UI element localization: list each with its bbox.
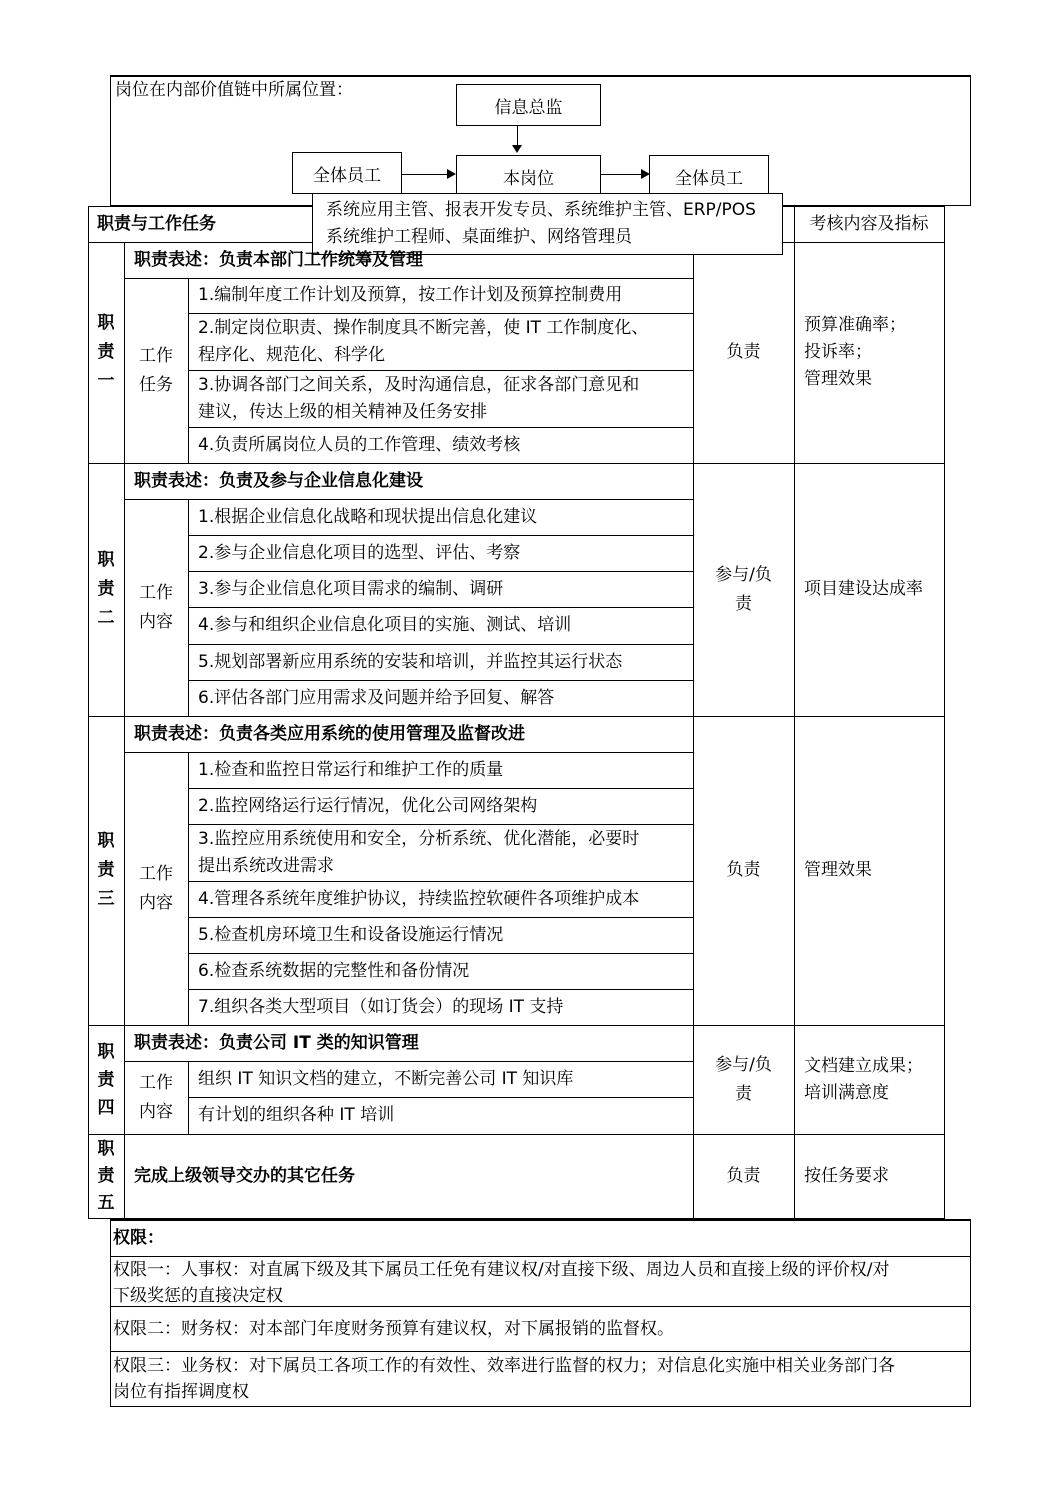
duty-3-task-1: 1.检查和监控日常运行和维护工作的质量 <box>198 759 504 780</box>
arrow-down-icon <box>512 145 522 153</box>
duty-1-task-2: 2.制定岗位职责、操作制度具不断完善，使 IT 工作制度化、 程序化、规范化、科学化 <box>198 317 649 365</box>
duty-4-name: 职 责 四 <box>97 1041 115 1118</box>
org-connector-right <box>601 174 642 175</box>
duty-5-role: 负责 <box>726 1165 761 1186</box>
duty-3-task-4: 4.管理各系统年度维护协议，持续监控软硬件各项维护成本 <box>198 888 640 909</box>
duty-3-task-label: 工作 内容 <box>139 863 173 913</box>
duty-3-statement: 职责表述：负责各类应用系统的使用管理及监督改进 <box>134 723 525 744</box>
duty-2-task-5: 5.规划部署新应用系统的安装和培训，并监控其运行状态 <box>198 651 623 672</box>
duty-1-task-label: 工作 任务 <box>139 345 173 395</box>
duty-1-name: 职 责 一 <box>97 313 115 391</box>
authority-item-2: 权限二：财务权：对本部门年度财务预算有建议权，对下属报销的监督权。 <box>113 1318 674 1339</box>
duty-5-kpi: 按任务要求 <box>804 1165 889 1186</box>
subordinates-line-1: 系统应用主管、报表开发专员、系统维护主管、ERP/POS <box>326 200 756 220</box>
duty-4-task-1: 组织 IT 知识文档的建立，不断完善公司 IT 知识库 <box>198 1068 574 1089</box>
duty-1-role: 负责 <box>726 342 761 362</box>
authority-item-1: 权限一：人事权：对直属下级及其下属员工任免有建议权/对直接下级、周边人员和直接上级的评价权/对 下级奖惩的直接决定权 <box>113 1260 890 1306</box>
duty-1-kpi: 预算准确率； 投诉率； 管理效果 <box>804 315 906 389</box>
duty-5-name: 职 责 五 <box>97 1138 115 1213</box>
duty-3-task-2: 2.监控网络运行运行情况，优化公司网络架构 <box>198 795 538 816</box>
duty-3-kpi: 管理效果 <box>804 860 872 880</box>
duty-3-task-3: 3.监控应用系统使用和安全，分析系统、优化潜能，必要时 提出系统改进需求 <box>198 828 640 876</box>
duty-2-task-1: 1.根据企业信息化战略和现状提出信息化建议 <box>198 506 538 527</box>
duty-4-role: 参与/负 责 <box>715 1054 772 1104</box>
duty-1-task-3: 3.协调各部门之间关系，及时沟通信息，征求各部门意见和 建议，传达上级的相关精神及任务安排 <box>198 374 640 422</box>
duty-2-task-3: 3.参与企业信息化项目需求的编制、调研 <box>198 578 504 599</box>
duty-2-task-2: 2.参与企业信息化项目的选型、评估、考察 <box>198 542 521 563</box>
duty-2-task-6: 6.评估各部门应用需求及问题并给予回复、解答 <box>198 687 555 708</box>
duty-4-task-label: 工作 内容 <box>139 1072 173 1122</box>
authority-title: 权限： <box>113 1228 164 1248</box>
duty-4-kpi: 文档建立成果； 培训满意度 <box>804 1055 923 1103</box>
duty-1-task-1: 1.编制年度工作计划及预算，按工作计划及预算控制费用 <box>198 285 623 305</box>
org-connector-left <box>402 174 448 175</box>
table-header-kpi: 考核内容及指标 <box>809 213 929 234</box>
duty-3-role: 负责 <box>726 860 761 880</box>
duty-5-statement: 完成上级领导交办的其它任务 <box>134 1165 355 1186</box>
duty-3-task-7: 7.组织各类大型项目（如订货会）的现场 IT 支持 <box>198 996 564 1017</box>
duty-2-task-label: 工作 内容 <box>139 582 173 632</box>
duty-4-statement: 职责表述：负责公司 IT 类的知识管理 <box>134 1032 419 1053</box>
table-header-duties: 职责与工作任务 <box>97 213 216 234</box>
org-box-right-staff: 全体员工 <box>649 155 769 197</box>
duty-1-statement: 职责表述：负责本部门工作统筹及管理 <box>134 249 423 270</box>
duty-3-name: 职 责 三 <box>97 831 115 909</box>
duty-3-task-5: 5.检查机房环境卫生和设备设施运行情况 <box>198 924 504 945</box>
duty-3-task-6: 6.检查系统数据的完整性和备份情况 <box>198 960 470 981</box>
duty-2-kpi: 项目建设达成率 <box>804 579 923 599</box>
org-box-director: 信息总监 <box>456 84 601 126</box>
org-box-left-staff: 全体员工 <box>292 152 402 194</box>
duty-4-task-2: 有计划的组织各种 IT 培训 <box>198 1105 395 1125</box>
duty-2-name: 职 责 二 <box>97 550 115 628</box>
duty-2-task-4: 4.参与和组织企业信息化项目的实施、测试、培训 <box>198 615 572 635</box>
position-label: 岗位在内部价值链中所属位置： <box>115 80 353 100</box>
duty-2-role: 参与/负 责 <box>715 564 772 614</box>
subordinates-line-2: 系统维护工程师、桌面维护、网络管理员 <box>326 227 632 247</box>
authority-item-3: 权限三：业务权：对下属员工各项工作的有效性、效率进行监督的权力；对信息化实施中相关业务部门各 岗位有指挥调度权 <box>113 1356 895 1402</box>
duty-1-task-4: 4.负责所属岗位人员的工作管理、绩效考核 <box>198 434 521 455</box>
org-box-this-position: 本岗位 <box>456 155 601 197</box>
duty-2-statement: 职责表述：负责及参与企业信息化建设 <box>134 470 423 491</box>
arrow-right-icon <box>447 169 456 179</box>
